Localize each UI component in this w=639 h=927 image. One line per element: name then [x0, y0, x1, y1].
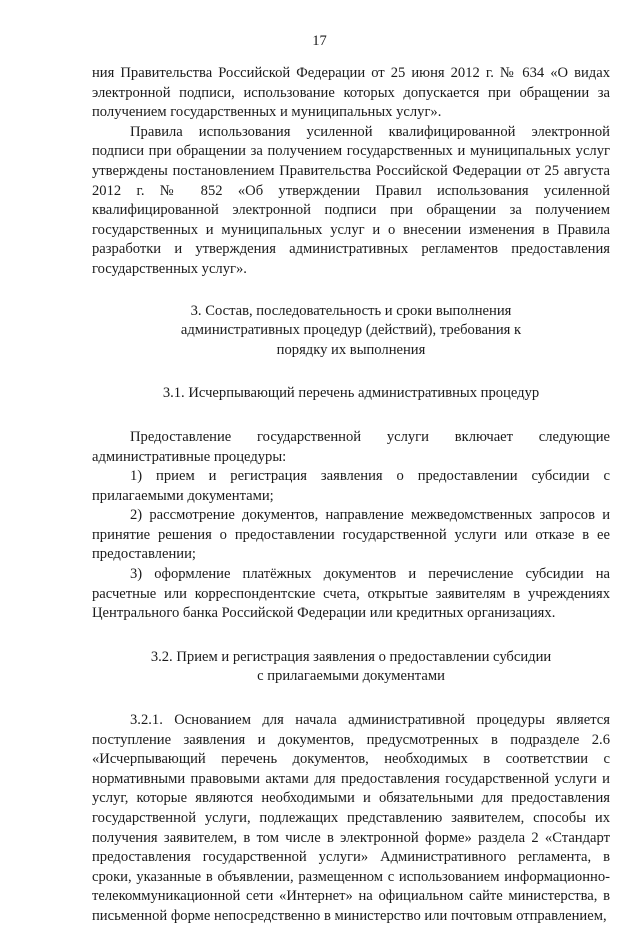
section-3-2-1-paragraph: 3.2.1. Основанием для начала административной процедуры является поступление заявления и документов, предусмотренных в подразделе 2.6 «Исчерпывающий перечень документов, необходимых в соответствии с нормативными правовыми актами для предоставления государственной услуги и услуг, которые являются необходимыми и обязательными для предоставления государственной услуги, подлежащих представлению заявителем, способы их получения заявителем, в том числе в электронной форме» раздела 2 «Стандарт предоставления государственной услуги» Административного регламента, в сроки, указанные в объявлении, размещенном с использованием информационно-телекоммуникационной сети «Интернет» на официальном сайте министерства, в письменной форме непосредственно в министерство или почтовым отправлением,: [92, 712, 610, 924]
section-3-1-intro: Предоставление государственной услуги включает следующие административные процедуры:: [92, 428, 610, 465]
section-3-heading-line: административных процедур (действий), требования к: [180, 322, 522, 339]
section-3-heading: [92, 302, 610, 361]
procedure-list-item: 2) рассмотрение документов, направление межведомственных запросов и принятие решения о предоставлении государственной услуги или отказе в ее предоставлении;: [92, 507, 610, 563]
paragraph-continuation: ния Правительства Российской Федерации от 25 июня 2012 г. № 634 «О видах электронной подписи, использование которых допускается при обращении за получением государственных и муниципальных услуг».: [92, 65, 610, 121]
section-3-1-heading: 3.1. Исчерпывающий перечень административных процедур: [162, 385, 540, 402]
section-3-2-heading-line: с прилагаемыми документами: [257, 668, 445, 685]
section-3-heading-line: 3. Состав, последовательность и сроки выполнения: [190, 302, 512, 319]
page-number: 17: [312, 33, 327, 49]
procedure-list-item: 1) прием и регистрация заявления о предоставлении субсидии с прилагаемыми документами;: [92, 468, 610, 504]
section-3-heading-line: порядку их выполнения: [276, 341, 426, 358]
procedure-list-item: 3) оформление платёжных документов и перечисление субсидии на расчетные или корреспондентские счета, открытые заявителям в учреждениях Центрального банка Российской Федерации или кредитных организациях.: [92, 566, 610, 622]
section-3-2-heading-line: 3.2. Прием и регистрация заявления о предоставлении субсидии: [150, 648, 552, 665]
document-body: [92, 64, 610, 927]
paragraph-signature-rules: Правила использования усиленной квалифицированной электронной подписи при обращении за получением государственных и муниципальных услуг утверждены постановлением Правительства Российской Федерации от 25 августа 2012 г. № 852 «Об утверждении Правил использования усиленной квалифицированной электронной подписи при обращении за получением государственных и муниципальных услуг и о внесении изменения в Правила разработки и утверждения административных регламентов предоставления государственных услуг».: [92, 123, 610, 277]
section-3-2-heading: [92, 648, 610, 687]
